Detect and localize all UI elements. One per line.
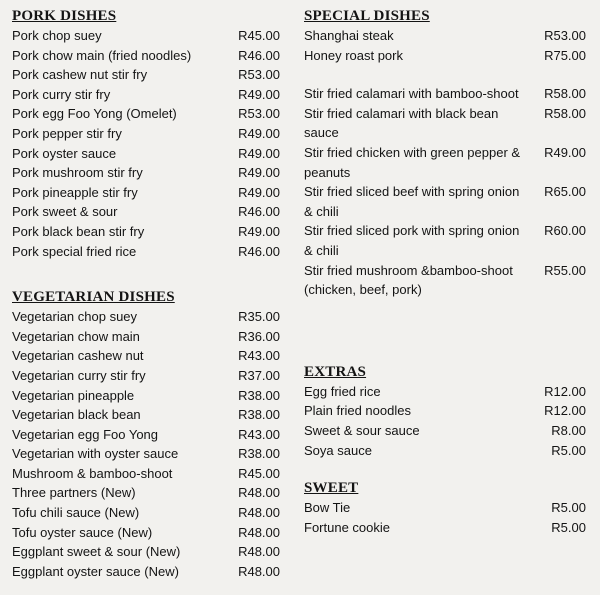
item-name: Mushroom & bamboo-shoot [12, 465, 173, 481]
item-price: R48.00 [238, 524, 280, 540]
menu-item [12, 483, 280, 503]
item-name: Bow Tie [304, 500, 351, 516]
menu-item [304, 221, 586, 260]
menu-item [12, 85, 280, 105]
item-price: R43.00 [238, 426, 280, 442]
menu-item [12, 26, 280, 46]
menu-item [12, 405, 280, 425]
item-price: R43.00 [238, 348, 280, 364]
menu-item [12, 464, 280, 484]
item-name: Pork mushroom stir fry [12, 165, 143, 181]
menu-item [12, 307, 280, 327]
menu-item [12, 163, 280, 183]
item-name: Stir fried chicken with green pepper & peanuts [304, 144, 521, 180]
item-name: Pork egg Foo Yong (Omelet) [12, 106, 177, 122]
item-price: R45.00 [238, 28, 280, 43]
item-name: Eggplant sweet & sour (New) [12, 544, 181, 560]
item-price: R49.00 [238, 165, 280, 181]
menu-item [12, 222, 280, 242]
menu-item [12, 346, 280, 366]
item-name: Stir fried calamari with bamboo-shoot [304, 86, 519, 102]
menu-item [12, 104, 280, 124]
item-name: Plain fried noodles [304, 403, 411, 419]
special-dishes-list [304, 26, 586, 300]
item-name: Honey roast pork [304, 47, 403, 63]
item-price: R48.00 [238, 563, 280, 579]
item-price: R35.00 [238, 309, 280, 325]
item-price: R49.00 [238, 125, 280, 141]
item-name: Vegetarian chop suey [12, 309, 138, 325]
item-price: R46.00 [238, 47, 280, 63]
item-name: Tofu oyster sauce (New) [12, 524, 153, 540]
pork-dishes-heading: PORK DISHES [12, 8, 117, 24]
item-name: Pork chow main (fried noodles) [12, 47, 192, 63]
item-price: R46.00 [238, 204, 280, 220]
item-price: R65.00 [544, 184, 586, 200]
item-price: R46.00 [238, 243, 280, 259]
item-price: R12.00 [544, 383, 586, 399]
menu-item [12, 65, 280, 85]
menu-item [304, 26, 586, 46]
item-price: R48.00 [238, 544, 280, 560]
item-name: Vegetarian black bean [12, 407, 141, 423]
menu-item [12, 444, 280, 464]
item-price: R38.00 [238, 446, 280, 462]
item-name: Stir fried mushroom &bamboo-shoot (chicken, beef, pork) [304, 262, 513, 298]
item-name: Pork pineapple stir fry [12, 184, 138, 200]
item-price: R5.00 [551, 500, 586, 516]
item-price: R5.00 [551, 519, 586, 535]
item-price: R38.00 [238, 387, 280, 403]
item-price: R60.00 [544, 223, 586, 239]
menu-item [304, 261, 586, 300]
item-price: R45.00 [238, 465, 280, 481]
item-price: R58.00 [544, 105, 586, 121]
item-name: Pork cashew nut stir fry [12, 67, 148, 83]
item-name: Stir fried sliced pork with spring onion & chili [304, 223, 520, 258]
vegetarian-dishes-list [12, 307, 280, 581]
item-name: Sweet & sour sauce [304, 422, 420, 438]
sweet-heading: SWEET [304, 480, 359, 497]
menu-item [304, 421, 586, 441]
item-name: Pork chop suey [12, 28, 102, 43]
item-price: R5.00 [551, 442, 586, 458]
menu-item [12, 542, 280, 562]
menu-item [12, 523, 280, 543]
item-name: Pork oyster sauce [12, 145, 117, 161]
extras-list [304, 382, 586, 460]
item-name: Stir fried sliced beef with spring onion & chili [304, 184, 520, 219]
item-price: R58.00 [544, 86, 586, 102]
menu-item [12, 124, 280, 144]
menu-item [12, 366, 280, 386]
special-dishes-heading: SPECIAL DISHES [304, 8, 430, 24]
item-price: R37.00 [238, 367, 280, 383]
item-name: Vegetarian with oyster sauce [12, 446, 179, 462]
item-name: Pork curry stir fry [12, 86, 111, 102]
item-price: R36.00 [238, 328, 280, 344]
item-name: Pork black bean stir fry [12, 223, 145, 239]
item-name: Three partners (New) [12, 485, 136, 501]
menu-item [304, 401, 586, 421]
menu-item [12, 46, 280, 66]
item-price: R75.00 [544, 47, 586, 63]
menu-item [304, 518, 586, 538]
item-price: R38.00 [238, 407, 280, 423]
item-name: Vegetarian cashew nut [12, 348, 144, 364]
menu-item [12, 562, 280, 582]
menu-item [304, 182, 586, 221]
item-name: Pork pepper stir fry [12, 125, 122, 141]
item-name: Vegetarian pineapple [12, 387, 135, 403]
menu-item [304, 104, 586, 143]
menu-item [12, 425, 280, 445]
vegetarian-dishes-heading: VEGETARIAN DISHES [12, 289, 175, 306]
item-name: Fortune cookie [304, 519, 390, 535]
menu-item [304, 498, 586, 518]
item-price: R48.00 [238, 485, 280, 501]
item-name: Egg fried rice [304, 383, 381, 399]
item-name: Vegetarian curry stir fry [12, 367, 146, 383]
item-price: R49.00 [238, 223, 280, 239]
menu-item [304, 84, 586, 104]
pork-dishes-list [12, 26, 280, 261]
item-price: R49.00 [238, 86, 280, 102]
item-price: R53.00 [238, 67, 280, 83]
item-price: R53.00 [544, 28, 586, 43]
item-price: R55.00 [544, 262, 586, 278]
item-price: R48.00 [238, 505, 280, 521]
menu-item [12, 327, 280, 347]
menu-item [12, 386, 280, 406]
item-price: R49.00 [544, 144, 586, 160]
item-name: Pork sweet & sour [12, 204, 118, 220]
item-name: Shanghai steak [304, 28, 394, 43]
menu-item [12, 202, 280, 222]
left-column [12, 0, 280, 581]
menu-item [12, 144, 280, 164]
item-name: Stir fried calamari with black bean sauce [304, 105, 499, 141]
item-price: R53.00 [238, 106, 280, 122]
item-name: Vegetarian chow main [12, 328, 140, 344]
menu-item [304, 382, 586, 402]
item-price: R8.00 [551, 422, 586, 438]
menu-item [12, 503, 280, 523]
menu-item [304, 441, 586, 461]
item-name: Tofu chili sauce (New) [12, 505, 140, 521]
item-name: Pork special fried rice [12, 243, 137, 259]
item-name: Eggplant oyster sauce (New) [12, 563, 179, 579]
menu-item [304, 46, 586, 66]
menu-item [12, 242, 280, 262]
menu-item [12, 183, 280, 203]
sweet-list [304, 498, 586, 537]
menu-item [304, 143, 586, 182]
item-name: Vegetarian egg Foo Yong [12, 426, 159, 442]
item-price: R49.00 [238, 184, 280, 200]
item-price: R12.00 [544, 403, 586, 419]
right-column [304, 0, 586, 537]
item-name: Soya sauce [304, 442, 372, 458]
item-price: R49.00 [238, 145, 280, 161]
extras-heading: EXTRAS [304, 363, 367, 380]
